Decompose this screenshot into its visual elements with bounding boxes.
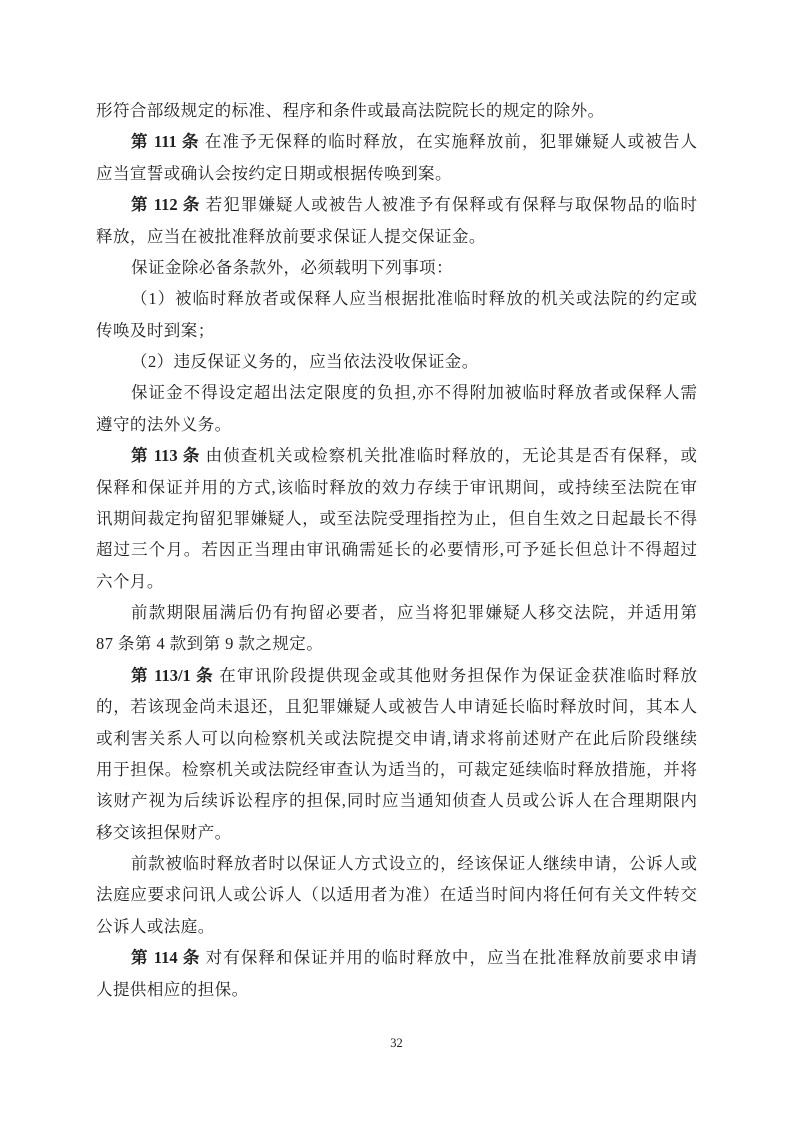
line-text: 讯期间裁定拘留犯罪嫌疑人，或至法院受理指控为止，但自生效之日起最长不得 xyxy=(96,508,697,528)
line-text: 在准予无保释的临时释放，在实施释放前，犯罪嫌疑人或被告人 xyxy=(199,132,697,152)
line-text: 若犯罪嫌疑人或被告人被准予有保释或有保释与取保物品的临时 xyxy=(200,195,697,215)
line-text: 传唤及时到案； xyxy=(96,320,215,340)
article-number: 第 111 条 xyxy=(131,132,200,152)
text-line xyxy=(96,346,697,377)
document-body xyxy=(96,95,697,1005)
text-line xyxy=(96,189,697,220)
text-line xyxy=(96,158,697,189)
line-text: 保证金不得设定超出法定限度的负担,亦不得附加被临时释放者或保释人需 xyxy=(131,383,697,403)
text-line xyxy=(96,252,697,283)
text-line xyxy=(96,95,697,126)
text-line xyxy=(96,879,697,910)
footer-page-number: 32 xyxy=(390,1036,403,1050)
article-number: 第 113/1 条 xyxy=(131,665,214,685)
text-line xyxy=(96,566,697,597)
line-text: 保证金除必备条款外，必须载明下列事项： xyxy=(131,257,454,277)
text-line xyxy=(96,283,697,314)
line-text: 前款期限届满后仍有拘留必要者，应当将犯罪嫌疑人移交法院，并适用第 xyxy=(131,603,697,622)
line-text: 前款被临时释放者时以保证人方式设立的，经该保证人继续申请，公诉人或 xyxy=(131,854,697,873)
text-line xyxy=(96,723,697,754)
text-line xyxy=(96,440,697,471)
text-line xyxy=(96,126,697,157)
text-line xyxy=(96,754,697,785)
article-number: 第 114 条 xyxy=(131,948,201,968)
line-text: 87 条第 4 款到第 9 款之规定。 xyxy=(96,634,324,654)
line-text: 该财产视为后续诉讼程序的担保,同时应当通知侦查人员或公诉人在合理期限内 xyxy=(96,791,697,811)
line-text: 人提供相应的担保。 xyxy=(96,979,249,999)
line-text: 超过三个月。若因正当理由审讯确需延长的必要情形,可予延长但总计不得超过 xyxy=(96,540,697,560)
text-line xyxy=(96,628,697,659)
text-line xyxy=(96,409,697,440)
line-text: （2）违反保证义务的，应当依法没收保证金。 xyxy=(131,352,479,371)
text-line xyxy=(96,315,697,346)
line-text: 法庭应要求问讯人或公诉人（以适用者为准）在适当时间内将任何有关文件转交 xyxy=(96,885,697,905)
article-number: 第 113 条 xyxy=(131,446,201,466)
line-text: （1）被临时释放者或保释人应当根据批准临时释放的机关或法院的约定或 xyxy=(131,289,697,309)
text-line xyxy=(96,817,697,848)
line-text: 用于担保。检察机关或法院经审查认为适当的，可裁定延续临时释放措施，并将 xyxy=(96,759,697,779)
text-line xyxy=(96,785,697,816)
text-line xyxy=(96,221,697,252)
text-line xyxy=(96,503,697,534)
text-line xyxy=(96,691,697,722)
line-text: 对有保释和保证并用的临时释放中，应当在批准释放前要求申请 xyxy=(200,948,697,968)
text-line xyxy=(96,472,697,503)
text-line xyxy=(96,597,697,628)
line-text: 在审讯阶段提供现金或其他财务担保作为保证金获准临时释放 xyxy=(213,665,697,685)
text-line xyxy=(96,377,697,408)
line-text: 公诉人或法庭。 xyxy=(96,916,215,936)
line-text: 六个月。 xyxy=(96,571,164,591)
line-text: 形符合部级规定的标准、程序和条件或最高法院院长的规定的除外。 xyxy=(96,101,605,120)
text-line xyxy=(96,848,697,879)
line-text: 由侦查机关或检察机关批准临时释放的，无论其是否有保释，或 xyxy=(200,446,697,466)
text-line xyxy=(96,911,697,942)
line-text: 遵守的法外义务。 xyxy=(96,414,232,434)
line-text: 释放，应当在被批准释放前要求保证人提交保证金。 xyxy=(96,226,486,246)
line-text: 保释和保证并用的方式,该临时释放的效力存续于审讯期间，或持续至法院在审 xyxy=(96,477,697,497)
line-text: 的，若该现金尚未退还，且犯罪嫌疑人或被告人申请延长临时释放时间，其本人 xyxy=(96,697,697,717)
text-line xyxy=(96,660,697,691)
line-text: 或利害关系人可以向检察机关或法院提交申请,请求将前述财产在此后阶段继续 xyxy=(96,728,697,748)
line-text: 应当宣誓或确认会按约定日期或根据传唤到案。 xyxy=(96,163,452,183)
text-line xyxy=(96,974,697,1005)
text-line xyxy=(96,942,697,973)
text-line xyxy=(96,534,697,565)
line-text: 移交该担保财产。 xyxy=(96,822,232,842)
article-number: 第 112 条 xyxy=(131,195,201,215)
